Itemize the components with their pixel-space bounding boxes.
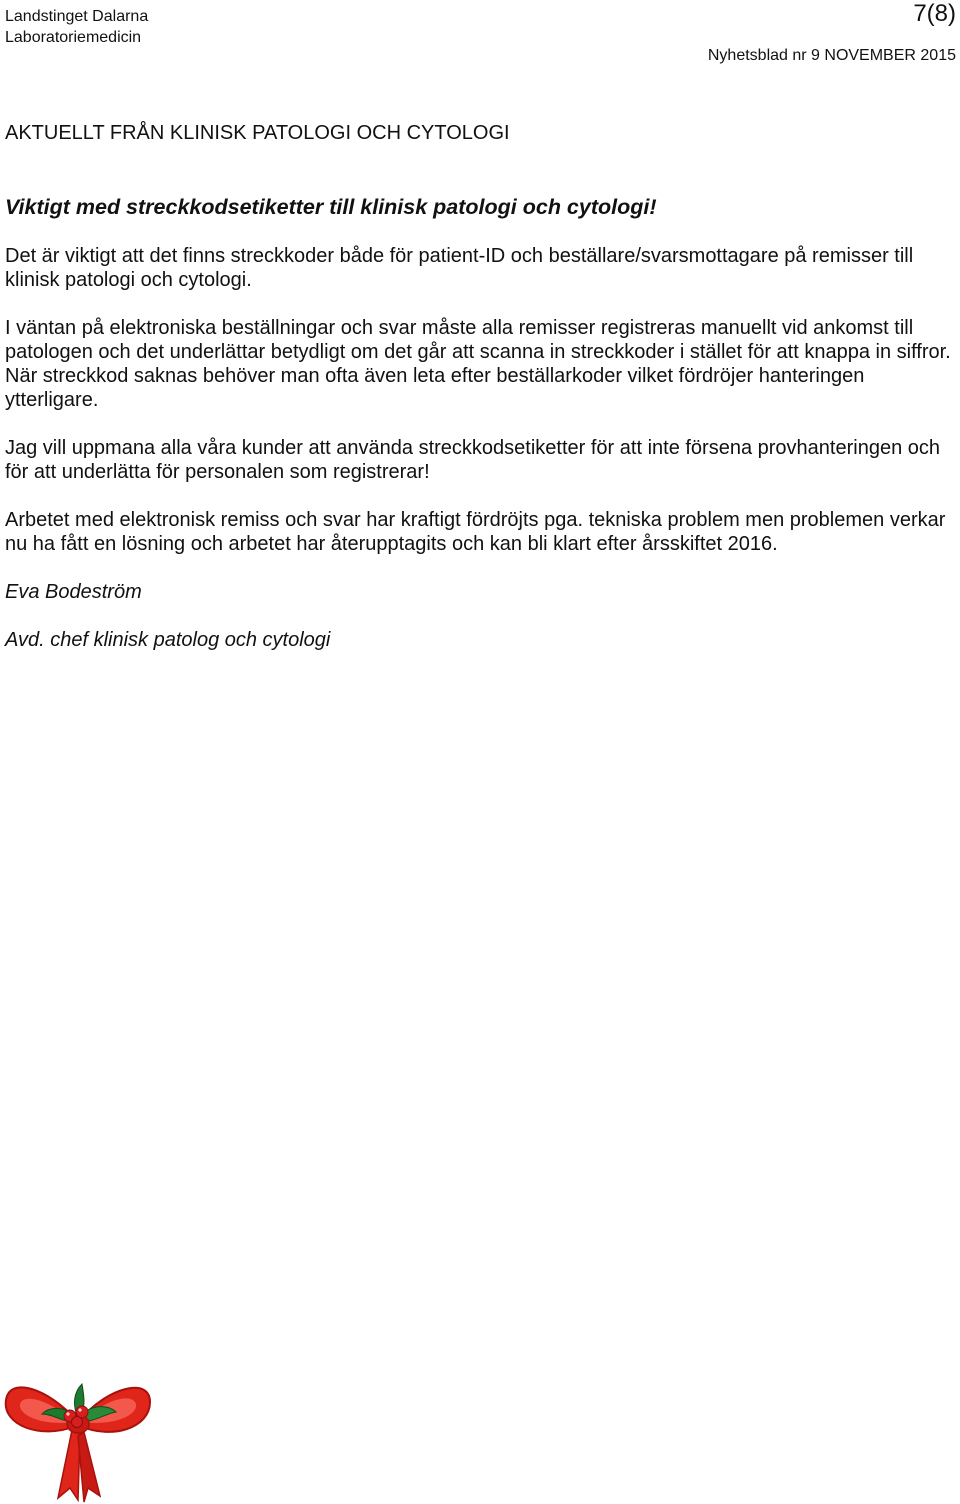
berry-highlight xyxy=(78,1408,81,1411)
berry-highlight xyxy=(66,1412,69,1415)
organization-header xyxy=(5,6,148,48)
article-body xyxy=(5,244,955,676)
signature xyxy=(5,580,955,652)
org-name: Landstinget Dalarna xyxy=(5,8,149,25)
section-heading: AKTUELLT FRÅN KLINISK PATOLOGI OCH CYTOLOGI xyxy=(5,122,510,144)
department-name: Laboratoriemedicin xyxy=(5,29,142,46)
paragraph-eremiss-status: Arbetet med elektronisk remiss och svar har kraftigt fördröjts pga. tekniska problem men problemen verkar nu ha fått en lösning och arbetet har återupptagits och kan bli klart efter årsskiftet 2016. xyxy=(5,509,946,555)
paragraph-appeal: Jag vill uppmana alla våra kunder att använda streckkodsetiketter för att inte försena provhanteringen och för att underlätta för personalen som registrerar! xyxy=(5,437,940,483)
newsletter-issue: Nyhetsblad nr 9 NOVEMBER 2015 xyxy=(707,47,956,64)
ribbon-tail-right xyxy=(78,1432,100,1502)
article-title: Viktigt med streckkodsetiketter till klinisk patologi och cytologi! xyxy=(5,195,657,219)
paragraph-registration: I väntan på elektroniska beställningar och svar måste alla remisser registreras manuellt vid ankomst till patologen och det underlättar betydligt om det går att scanna in streckkoder i stället för att knappa in siffror. När streckkod saknas behöver man ofta även leta efter beställarkoder vilket fördröjer hanteringen ytterligare. xyxy=(5,317,951,411)
signature-name: Eva Bodeström xyxy=(5,581,142,603)
christmas-bow-icon xyxy=(0,1370,155,1504)
holly-berry xyxy=(72,1417,83,1428)
paragraph-barcodes: Det är viktigt att det finns streckkoder både för patient-ID och beställare/svarsmottagare på remisser till klinisk patologi och cytologi. xyxy=(5,245,914,291)
page-number: 7(8) xyxy=(913,0,956,27)
ribbon-tail-left xyxy=(58,1430,80,1500)
signature-role: Avd. chef klinisk patolog och cytologi xyxy=(5,629,331,651)
